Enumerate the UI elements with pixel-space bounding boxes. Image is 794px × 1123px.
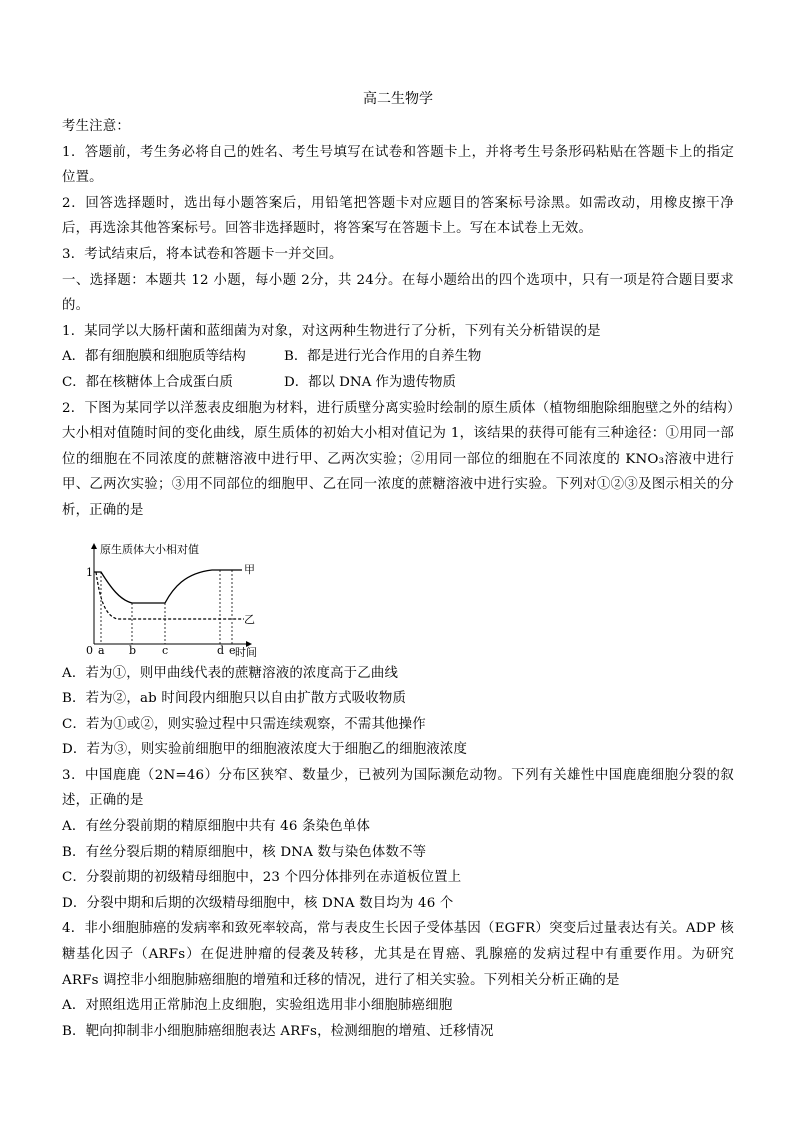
question-2-option-a: A．若为①，则甲曲线代表的蔗糖溶液的浓度高于乙曲线 [62,665,399,681]
notice-item-3: 3．考试结束后，将本试卷和答题卡一并交回。 [62,246,343,262]
protoplast-size-graph [84,542,274,657]
question-1-stem: 1．某同学以大肠杆菌和蓝细菌为对象，对这两种生物进行了分析，下列有关分析错误的是 [62,323,601,339]
question-2-stem: 2．下图为某同学以洋葱表皮细胞为材料，进行质壁分离实验时绘制的原生质体（植物细胞除细胞壁之外的结构）大小相对值随时间的变化曲线，原生质体的初始大小相对值记为 1，该结果的获得可能有三种途径：①用同一部位的细胞在不同浓度的蔗糖溶液中进行甲、乙两次实验；②用同一部位的细胞在不同浓度的 KNO₃溶液中进行甲、乙两次实验；③用不同部位的细胞甲、乙在同一浓度的蔗糖溶液中进行实验。下列对①②③及图示相关的分析，正确的是 [62,400,734,518]
x-tick-e: e [229,643,236,657]
question-1-option-c: C．都在核糖体上合成蛋白质 [62,374,233,390]
question-3-option-c: C．分裂前期的初级精母细胞中，23 个四分体排列在赤道板位置上 [62,870,462,886]
x-tick-a: a [98,643,105,657]
question-4-option-b: B．靶向抑制非小细胞肺癌细胞表达 ARFs，检测细胞的增殖、迁移情况 [62,1023,494,1039]
series-label-yi: 乙 [244,612,255,626]
graph-svg [84,542,274,657]
notice-heading: 考生注意： [62,119,130,134]
notice-item-1: 1．答题前，考生务必将自己的姓名、考生号填写在试卷和答题卡上，并将考生号条形码粘贴在答题卡上的指定位置。 [62,144,734,186]
y-tick-1: 1 [86,565,93,579]
question-1-option-a: A．都有细胞膜和细胞质等结构 [62,349,246,365]
question-2-option-c: C．若为①或②，则实验过程中只需连续观察，不需其他操作 [62,716,426,732]
question-3-option-a: A．有丝分裂前期的精原细胞中共有 46 条染色单体 [62,819,371,835]
question-2-option-b: B．若为②，ab 时间段内细胞只以自由扩散方式吸收物质 [62,691,407,707]
x-tick-d: d [217,643,225,657]
x-tick-c: c [162,643,169,657]
exam-page [62,88,734,1044]
question-3-option-d: D．分裂中期和后期的次级精母细胞中，核 DNA 数目均为 46 个 [62,895,454,911]
x-axis-label: 时间 [235,645,257,657]
question-1-option-b: B．都是进行光合作用的自养生物 [284,349,482,365]
origin-label: 0 [86,643,93,657]
exam-title: 高二生物学 [363,91,433,107]
question-2-option-d: D．若为③，则实验前细胞甲的细胞液浓度大于细胞乙的细胞液浓度 [62,742,468,758]
x-tick-b: b [129,643,137,657]
question-4-option-a: A．对照组选用正常肺泡上皮细胞，实验组选用非小细胞肺癌细胞 [62,998,453,1014]
section-heading: 一、选择题：本题共 12 小题，每小题 2分，共 24分。在每小题给出的四个选项中，只有一项是符合题目要求的。 [62,272,734,314]
question-4-stem: 4．非小细胞肺癌的发病率和致死率较高，常与表皮生长因子受体基因（EGFR）突变后过量表达有关。ADP 核糖基化因子（ARFs）在促进肿瘤的侵袭及转移，尤其是在胃癌、乳腺癌的发病过程中有重要作用。为研究 ARFs 调控非小细胞肺癌细胞的增殖和迁移的情况，进行了相关实验。下列相关分析正确的是 [62,921,734,988]
series-label-jia: 甲 [244,562,255,576]
question-1-options-row-2 [62,370,734,396]
question-3-stem: 3．中国鹿鹿（2N=46）分布区狭窄、数量少，已被列为国际濒危动物。下列有关雄性中国鹿鹿细胞分裂的叙述，正确的是 [62,767,734,809]
y-axis-label: 原生质体大小相对值 [100,542,199,556]
notice-item-2: 2．回答选择题时，选出每小题答案后，用铅笔把答题卡对应题目的答案标号涂黑。如需改动，用橡皮擦干净后，再选涂其他答案标号。回答非选择题时，将答案写在答题卡上。写在本试卷上无效。 [62,195,734,237]
question-1-options-row-1 [62,344,734,370]
question-3-option-b: B．有丝分裂后期的精原细胞中，核 DNA 数与染色体数不等 [62,844,427,860]
question-1-option-d: D．都以 DNA 作为遗传物质 [284,374,456,390]
